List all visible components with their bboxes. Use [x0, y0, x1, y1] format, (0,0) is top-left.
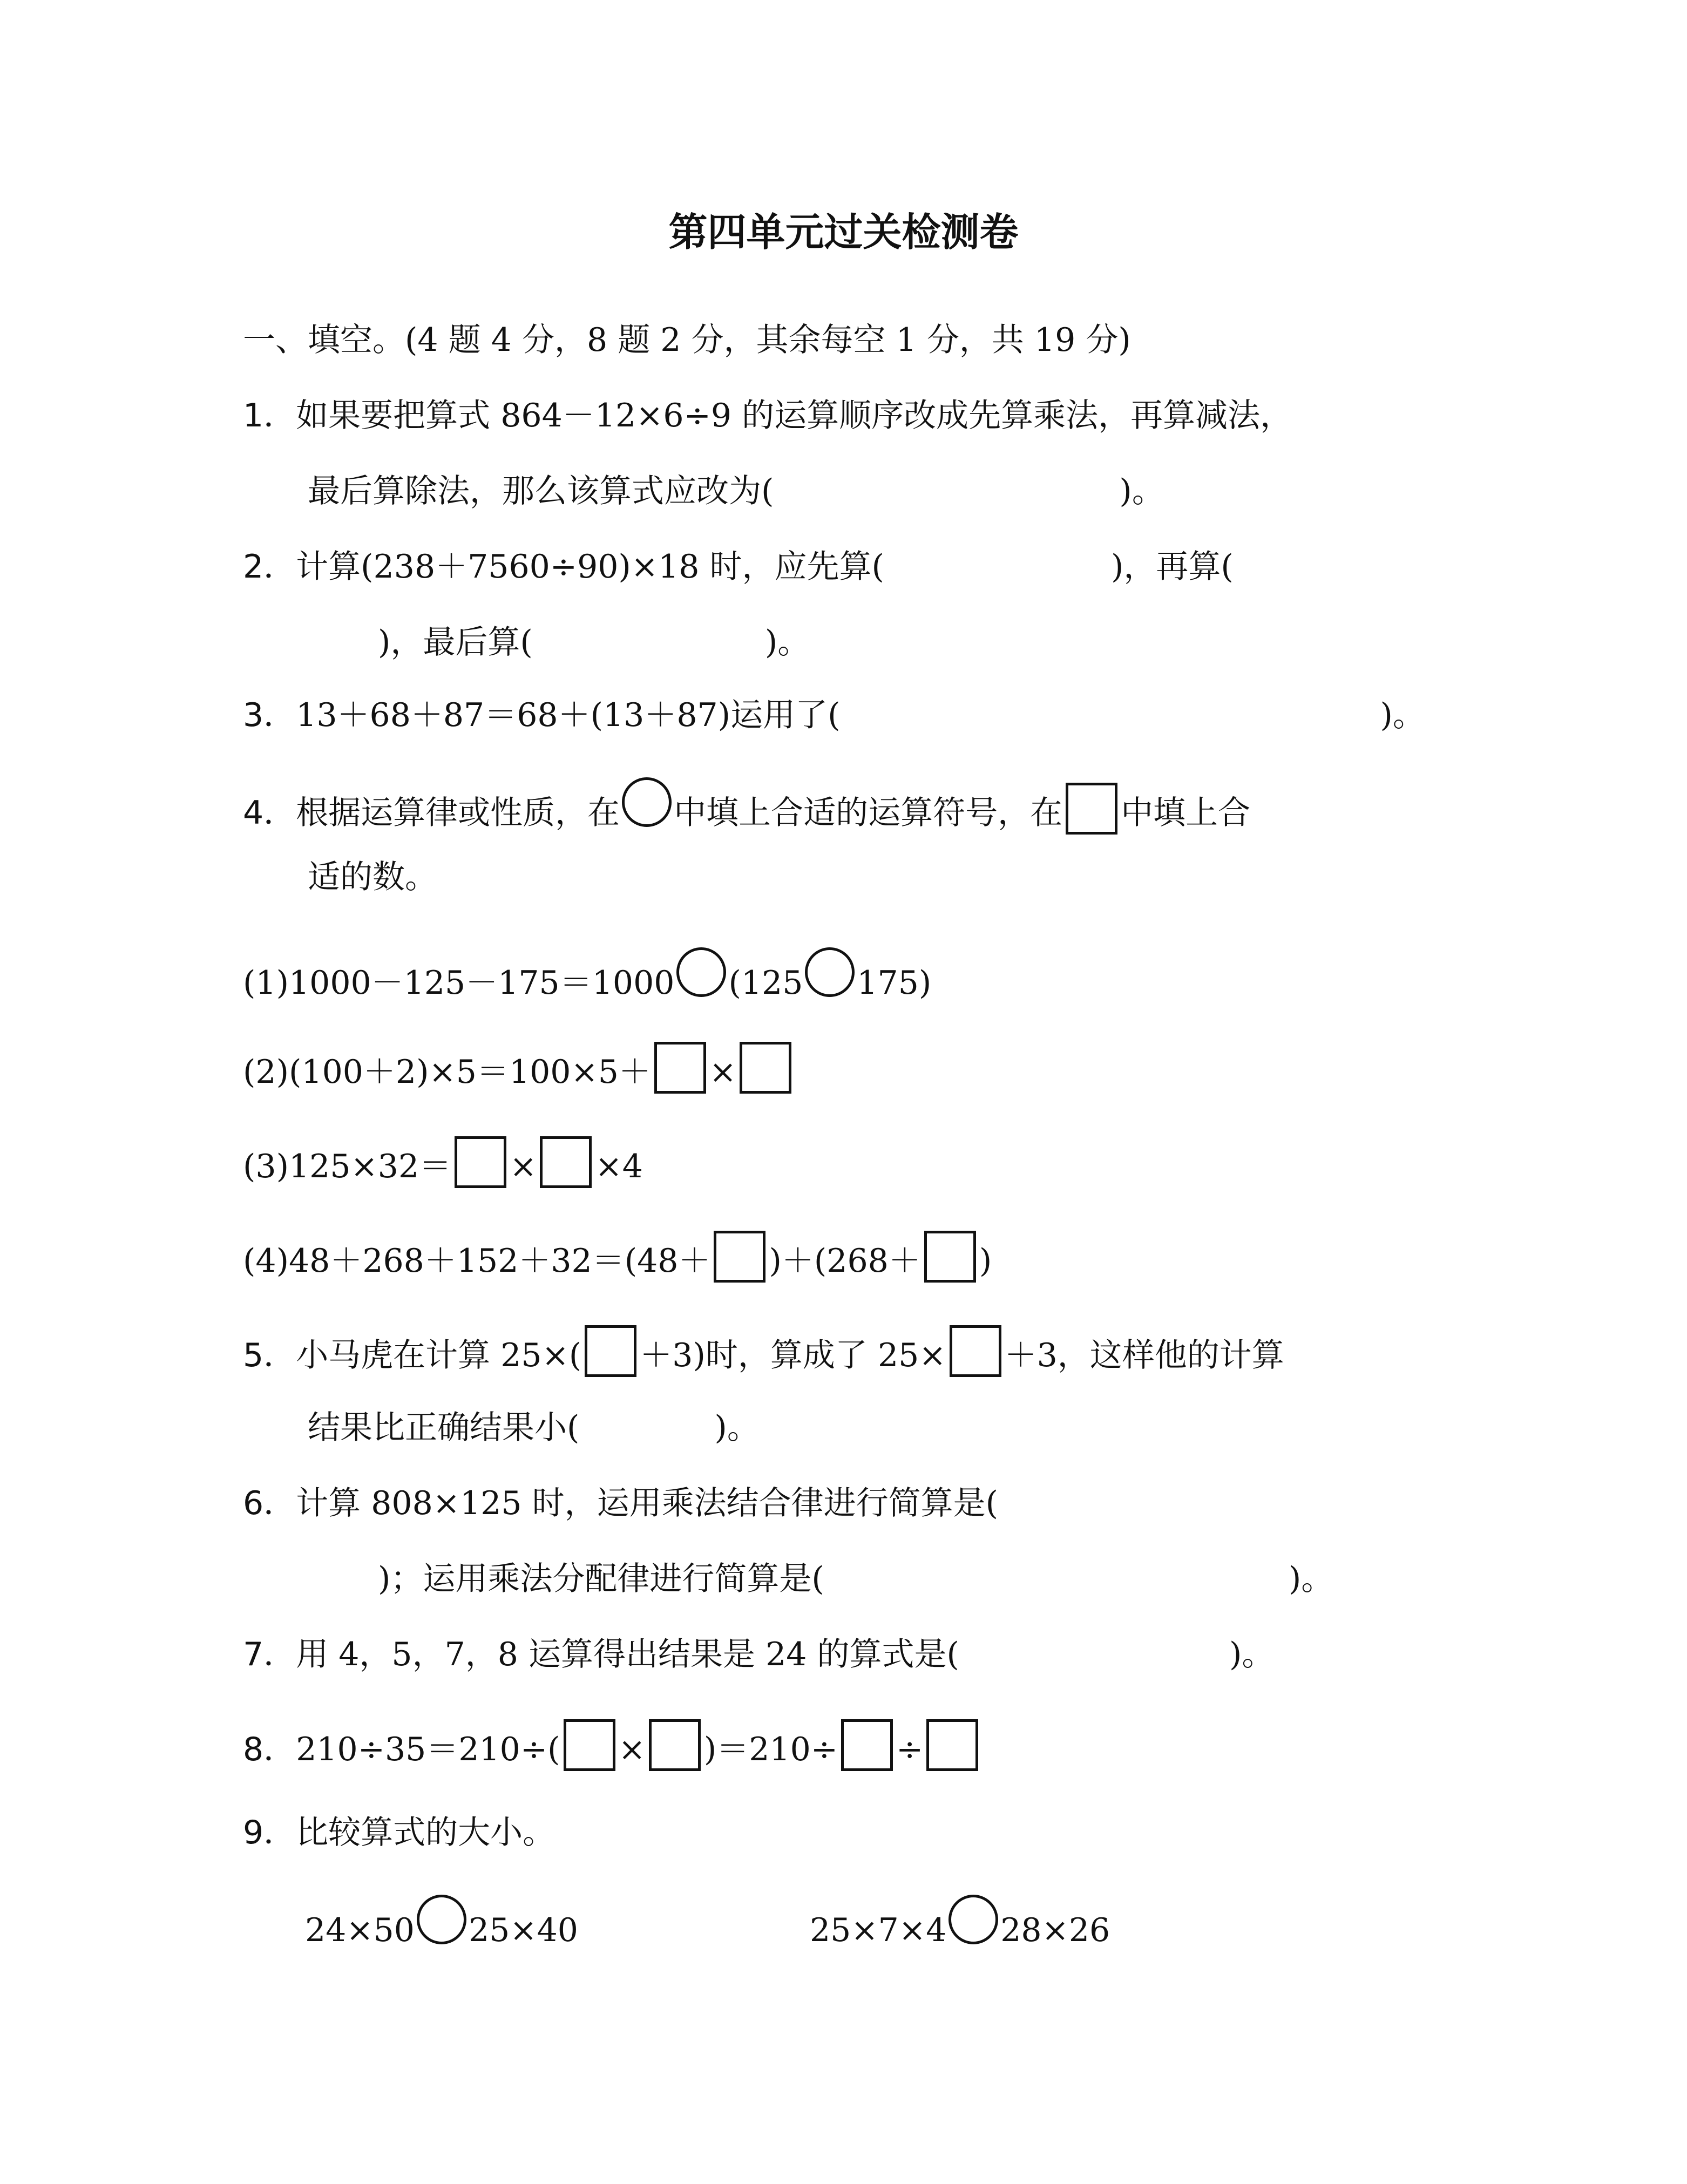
comparison-circle-blank[interactable]: [417, 1895, 466, 1944]
question-2-text-3: )，最后算(: [378, 623, 533, 661]
question-6-line-1: [243, 1479, 998, 1528]
question-3-text: 13＋68＋87＝68＋(13＋87)运用了(: [296, 696, 841, 734]
question-5-text-2: ＋3)时，算成了 25×: [640, 1337, 946, 1374]
operator-circle-blank[interactable]: [805, 947, 855, 997]
number-box-blank[interactable]: [714, 1231, 765, 1283]
question-4-line-2: 适的数。: [308, 858, 437, 896]
question-2-text-4: )。: [764, 623, 810, 661]
answer-blank[interactable]: [884, 572, 1111, 578]
question-3-number: 3．: [243, 696, 296, 734]
question-8-text: 210÷35＝210÷(: [296, 1731, 560, 1768]
page-title: 第四单元过关检测卷: [668, 209, 1019, 255]
question-9-compare-1: [305, 1895, 578, 1949]
square-blank-icon: [1066, 783, 1117, 835]
question-4-sub-2: [243, 1042, 795, 1090]
number-box-blank[interactable]: [740, 1042, 791, 1094]
question-9-compare-2: [810, 1895, 1110, 1949]
question-4-sub-1: [243, 947, 932, 1002]
question-4-text-3: 中填上合: [1121, 794, 1251, 832]
answer-blank[interactable]: [959, 1660, 1229, 1665]
number-box-blank[interactable]: [924, 1231, 976, 1283]
question-1-number: 1．: [243, 397, 296, 435]
section-heading: 一、填空。(4 题 4 分，8 题 2 分，其余每空 1 分，共 19 分): [243, 321, 1131, 359]
question-4-sub-2-text: (2)(100＋2)×5＝100×5＋: [243, 1053, 651, 1091]
number-box-blank[interactable]: [950, 1325, 1001, 1377]
question-4-sub-1-text-2: (125: [728, 964, 803, 1002]
question-2-line-2: [308, 618, 810, 667]
answer-blank[interactable]: [774, 497, 1119, 502]
number-box-blank[interactable]: [585, 1325, 636, 1377]
answer-blank[interactable]: [841, 721, 1380, 726]
question-7-text: 用 4，5，7，8 运算得出结果是 24 的算式是(: [296, 1636, 959, 1673]
question-5-text-5: )。: [714, 1409, 760, 1447]
question-4-sub-4-text-3: ): [979, 1242, 992, 1280]
question-6-number: 6．: [243, 1484, 296, 1522]
question-4-text: 根据运算律或性质，在: [296, 794, 620, 832]
question-3-text-2: )。: [1380, 696, 1425, 734]
question-6-line-2: [308, 1555, 1333, 1603]
question-1-text: 如果要把算式 864－12×6÷9 的运算顺序改成先算乘法，再算减法，: [296, 397, 1293, 435]
question-8-number: 8．: [243, 1731, 296, 1768]
number-box-blank[interactable]: [654, 1042, 706, 1094]
number-box-blank[interactable]: [649, 1719, 701, 1771]
question-3-line: [243, 691, 1425, 740]
number-box-blank[interactable]: [455, 1136, 506, 1188]
question-8-text-2: ×: [618, 1731, 646, 1768]
question-5-text-4: 结果比正确结果小(: [308, 1409, 580, 1447]
question-1-text-3: )。: [1119, 472, 1164, 510]
question-8-text-3: )＝210÷: [703, 1731, 838, 1768]
compare-1-right: 25×40: [468, 1911, 578, 1949]
question-1-text-2: 最后算除法，那么该算式应改为(: [308, 472, 774, 510]
question-8-text-4: ÷: [896, 1731, 924, 1768]
question-4-sub-4-text: (4)48＋268＋152＋32＝(48＋: [243, 1242, 711, 1280]
question-4-sub-4: [243, 1231, 992, 1279]
question-4-sub-3-text-2: ×: [510, 1148, 537, 1185]
question-5-line-1: [243, 1325, 1284, 1374]
number-box-blank[interactable]: [841, 1719, 893, 1771]
answer-blank[interactable]: [824, 1584, 1289, 1590]
question-4-sub-3-text-3: ×4: [595, 1148, 643, 1185]
question-4-number: 4．: [243, 794, 296, 832]
compare-2-left: 25×7×4: [810, 1911, 947, 1949]
question-4-sub-3: [243, 1136, 643, 1185]
number-box-blank[interactable]: [926, 1719, 978, 1771]
question-4-sub-4-text-2: )＋(268＋: [769, 1242, 921, 1280]
question-4-sub-1-text-3: 175): [857, 964, 932, 1002]
question-2-text: 计算(238＋7560÷90)×18 时，应先算(: [296, 548, 884, 586]
operator-circle-blank[interactable]: [676, 947, 726, 997]
question-5-number: 5．: [243, 1337, 296, 1374]
question-7-text-2: )。: [1229, 1636, 1275, 1673]
question-5-text: 小马虎在计算 25×(: [296, 1337, 582, 1374]
answer-blank[interactable]: [579, 1433, 714, 1439]
comparison-circle-blank[interactable]: [948, 1895, 998, 1944]
question-2-line-1: [243, 542, 1234, 591]
question-9-text: 比较算式的大小。: [296, 1814, 555, 1851]
question-2-text-2: )，再算(: [1110, 548, 1234, 586]
answer-blank[interactable]: [308, 648, 378, 653]
circle-blank-icon: [622, 777, 672, 827]
question-4-line-1: [243, 777, 1251, 832]
compare-2-right: 28×26: [1000, 1911, 1110, 1949]
question-9-number: 9．: [243, 1814, 296, 1851]
question-4-sub-2-text-2: ×: [709, 1053, 737, 1091]
question-5-line-2: [308, 1403, 760, 1452]
question-1-line-2: [308, 467, 1164, 516]
question-2-number: 2．: [243, 548, 296, 586]
question-5-text-3: ＋3，这样他的计算: [1004, 1337, 1284, 1374]
question-7-line: [243, 1630, 1274, 1679]
answer-blank[interactable]: [308, 1584, 378, 1590]
question-1-line-1: [243, 391, 1292, 440]
question-9-line: [243, 1808, 555, 1857]
question-8-line: [243, 1719, 981, 1768]
question-4-text-2: 中填上合适的运算符号，在: [674, 794, 1063, 832]
answer-blank[interactable]: [533, 648, 765, 653]
compare-1-left: 24×50: [305, 1911, 415, 1949]
question-6-text: 计算 808×125 时，运用乘法结合律进行简算是(: [296, 1484, 999, 1522]
question-6-text-2: )；运用乘法分配律进行简算是(: [378, 1560, 824, 1598]
number-box-blank[interactable]: [540, 1136, 592, 1188]
question-4-sub-1-text: (1)1000－125－175＝1000: [243, 964, 675, 1002]
question-7-number: 7．: [243, 1636, 296, 1673]
question-4-sub-3-text: (3)125×32＝: [243, 1148, 452, 1185]
number-box-blank[interactable]: [564, 1719, 615, 1771]
question-6-text-3: )。: [1288, 1560, 1334, 1598]
